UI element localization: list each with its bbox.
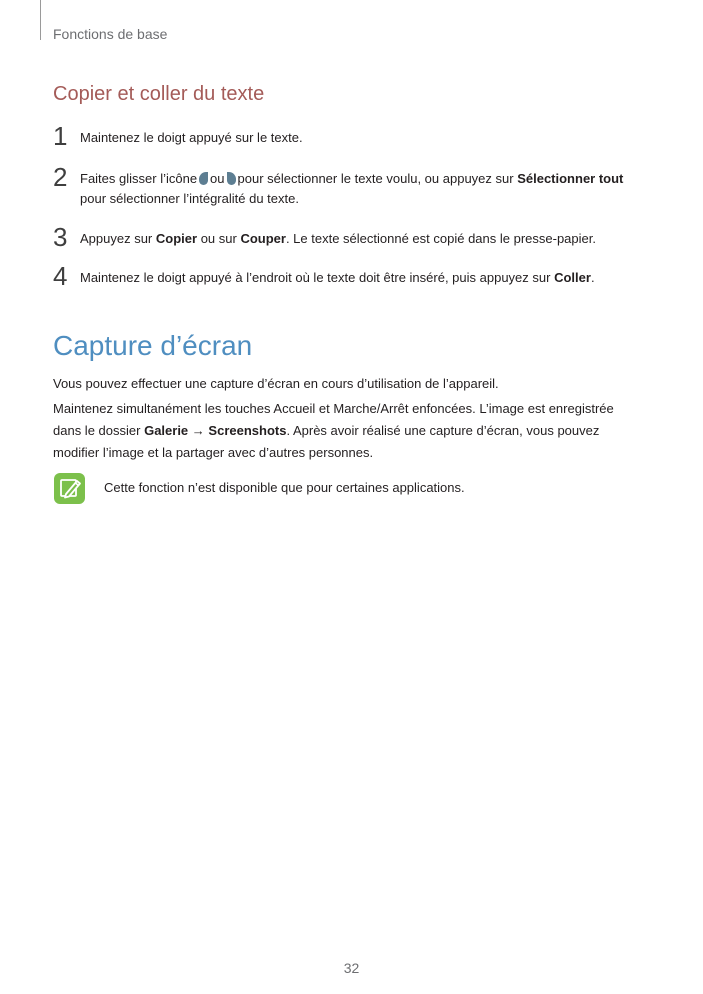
ui-term: Galerie xyxy=(144,423,189,438)
step-text: Faites glisser l’icône ou pour sélectionner le texte voulu, ou appuyez sur Sélectionner tout pour sélectionner l’intégralité du texte. xyxy=(80,171,624,206)
section-title-screenshot: Capture d’écran xyxy=(53,330,253,361)
ui-term: Screenshots xyxy=(208,423,287,438)
step-text: Appuyez sur Copier ou sur Couper. Le texte sélectionné est copié dans le presse-papier. xyxy=(80,231,596,246)
paragraph-instructions: Maintenez simultanément les touches Accueil et Marche/Arrêt enfoncées. L’image est enregistrée dans le dossier Galerie → Screenshots. Après avoir réalisé une capture d’écran, vous pouvez modifier l’image et la partager avec d’autres personnes. xyxy=(53,401,614,460)
step-4 xyxy=(53,261,653,291)
margin-rule xyxy=(40,0,41,40)
step-number: 4 xyxy=(53,261,68,291)
step-1 xyxy=(53,121,653,151)
ui-term: Sélectionner tout xyxy=(517,171,624,186)
section-title-copy-paste: Copier et coller du texte xyxy=(53,83,265,105)
running-header: Fonctions de base xyxy=(53,26,168,42)
ui-term: Coller xyxy=(554,270,591,285)
ui-term: Couper xyxy=(240,231,286,246)
step-2 xyxy=(53,162,653,209)
note-pencil-icon xyxy=(54,473,85,504)
step-text: Maintenez le doigt appuyé sur le texte. xyxy=(80,130,303,145)
selection-handle-right-icon xyxy=(227,172,236,185)
paragraph-intro: Vous pouvez effectuer une capture d’écran en cours d’utilisation de l’appareil. xyxy=(53,376,499,391)
note-text: Cette fonction n’est disponible que pour certaines applications. xyxy=(104,480,465,495)
page-number: 32 xyxy=(343,960,360,976)
step-text: Maintenez le doigt appuyé à l’endroit où le texte doit être inséré, puis appuyez sur Coller. xyxy=(80,270,595,285)
step-3 xyxy=(53,222,653,252)
step-number: 2 xyxy=(53,162,68,192)
step-number: 1 xyxy=(53,121,68,151)
selection-handle-left-icon xyxy=(199,172,208,185)
ui-term: Copier xyxy=(155,231,198,246)
step-number: 3 xyxy=(53,222,68,252)
